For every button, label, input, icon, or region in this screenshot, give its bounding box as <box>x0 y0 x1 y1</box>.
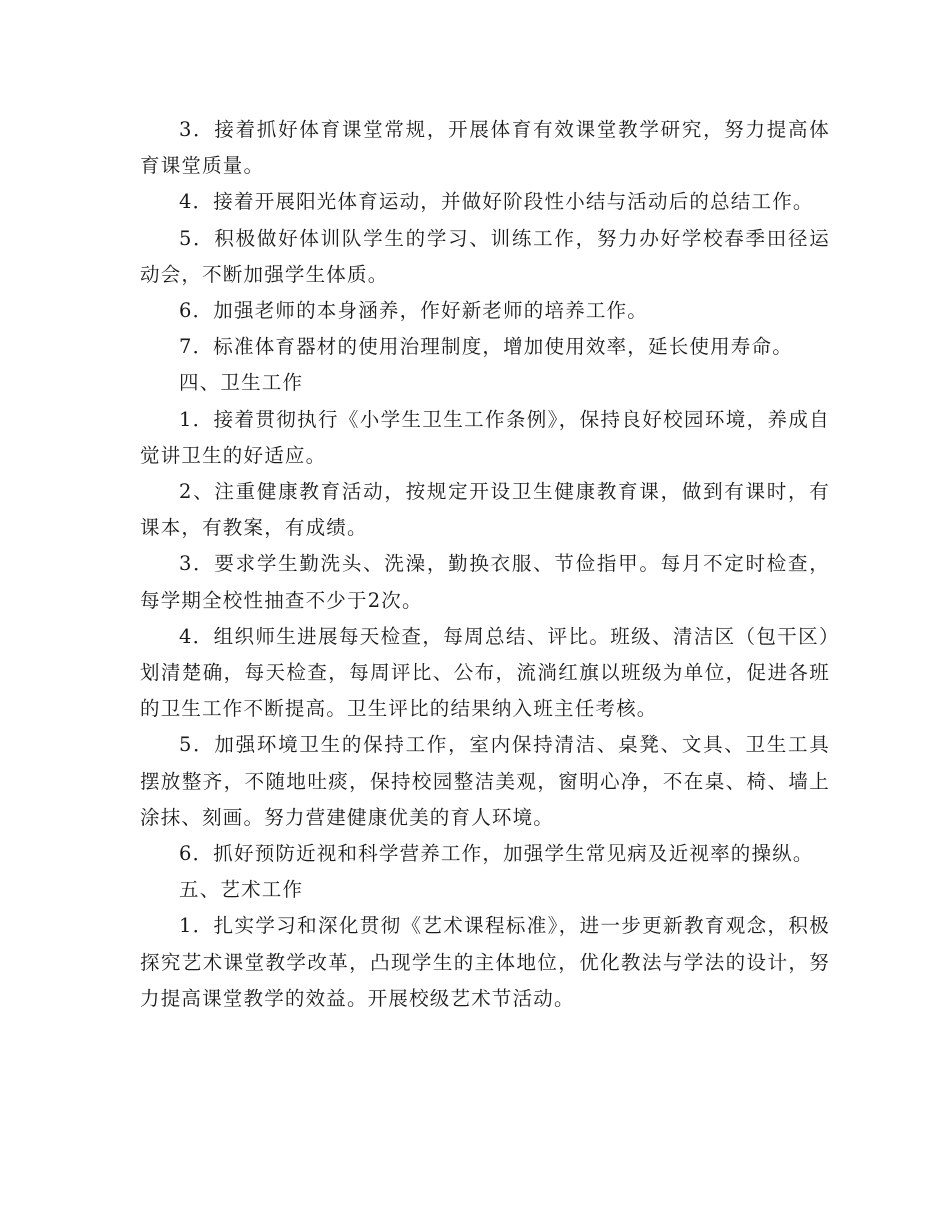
paragraph-pe-item-3: 3．接着抓好体育课堂常规，开展体育有效课堂教学研究，努力提高体育课堂质量。 <box>140 118 830 178</box>
paragraph-pe-item-7: 7．标准体育器材的使用治理制度，增加使用效率，延长使用寿命。 <box>179 335 793 359</box>
paragraph-hygiene-item-4: 4．组织师生进展每天检查，每周总结、评比。班级、清洁区（包干区）划清楚确，每天检查，每周评比、公布，流淌红旗以班级为单位，促进各班的卫生工作不断提高。卫生评比的结果纳入班主任考核。 <box>140 624 830 721</box>
document-body <box>140 112 830 1017</box>
paragraph-art-item-1: 1．扎实学习和深化贯彻《艺术课程标准》，进一步更新教育观念，积极探究艺术课堂教学改革，凸现学生的主体地位，优化教法与学法的设计，努力提高课堂教学的效益。开展校级艺术节活动。 <box>140 914 830 1010</box>
paragraph-hygiene-item-1: 1．接着贯彻执行《小学生卫生工作条例》，保持良好校园环境，养成自觉讲卫生的好适应。 <box>140 407 830 467</box>
paragraph-hygiene-item-6: 6．抓好预防近视和科学营养工作，加强学生常见病及近视率的操纵。 <box>179 842 814 866</box>
paragraph-hygiene-item-5: 5．加强环境卫生的保持工作，室内保持清洁、桌凳、文具、卫生工具摆放整齐，不随地吐痰，保持校园整洁美观，窗明心净，不在桌、椅、墙上涂抹、刻画。努力营建健康优美的育人环境。 <box>140 733 830 829</box>
section-heading-hygiene: 四、卫生工作 <box>179 371 304 395</box>
paragraph-pe-item-5: 5．积极做好体训队学生的学习、训练工作，努力办好学校春季田径运动会，不断加强学生体质。 <box>140 226 830 286</box>
paragraph-pe-item-6: 6．加强老师的本身涵养，作好新老师的培养工作。 <box>179 299 649 323</box>
paragraph-hygiene-item-3: 3．要求学生勤洗头、洗澡，勤换衣服、节俭指甲。每月不定时检查，每学期全校性抽查不少于2次。 <box>140 552 830 612</box>
section-heading-art: 五、艺术工作 <box>179 878 304 902</box>
paragraph-pe-item-4: 4．接着开展阳光体育运动，并做好阶段性小结与活动后的总结工作。 <box>179 190 814 214</box>
paragraph-hygiene-item-2: 2、注重健康教育活动，按规定开设卫生健康教育课，做到有课时，有课本，有教案，有成绩。 <box>140 480 830 540</box>
